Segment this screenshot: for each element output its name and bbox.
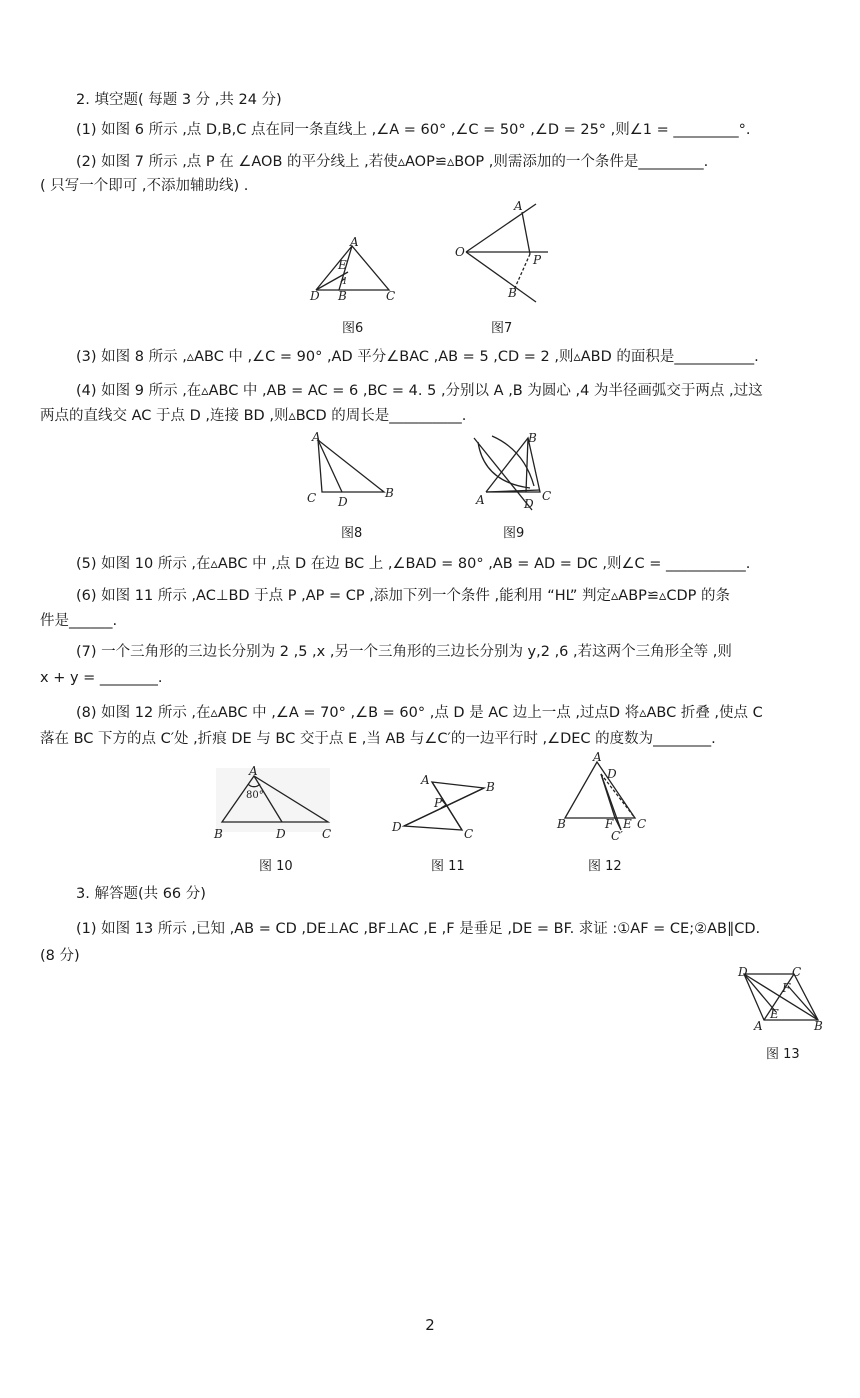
fig10-label-A: A xyxy=(249,764,258,778)
fig13-label-C: C xyxy=(792,965,802,979)
question-2-4-line2: 两点的直线交 AC 于点 D ,连接 BD ,则▵BCD 的周长是__________. xyxy=(40,408,467,424)
fig12-label-A: A xyxy=(593,750,602,764)
question-2-7-line1: (7) 一个三角形的三边长分别为 2 ,5 ,x ,另一个三角形的三边长分别为 y,2 ,6 ,若这两个三角形全等 ,则 xyxy=(76,644,732,660)
figure-13 xyxy=(736,964,826,1036)
fig11-label-P: P xyxy=(434,796,443,810)
figure-7 xyxy=(452,198,552,304)
question-2-8-line1: (8) 如图 12 所示 ,在▵ABC 中 ,∠A = 70° ,∠B = 60° ,点 D 是 AC 边上一点 ,过点D 将▵ABC 折叠 ,使点 C xyxy=(76,705,763,721)
figure-10 xyxy=(210,766,336,846)
question-2-7-line2: x + y = ________. xyxy=(40,670,163,686)
fig8-label-C: C xyxy=(307,491,317,505)
fig11-label-B: B xyxy=(486,780,495,794)
fig12-label-D: D xyxy=(607,767,617,781)
figure-9-caption: 图9 xyxy=(503,526,525,541)
fig11-label-C: C xyxy=(464,827,474,841)
question-2-3: (3) 如图 8 所示 ,▵ABC 中 ,∠C = 90° ,AD 平分∠BAC ,AB = 5 ,CD = 2 ,则▵ABD 的面积是___________. xyxy=(76,349,759,365)
question-3-1-line2: (8 分) xyxy=(40,948,80,964)
fig7-label-A: A xyxy=(514,199,523,213)
fig10-label-B: B xyxy=(214,827,223,841)
fig6-label-B: B xyxy=(338,289,347,303)
fig11-label-A: A xyxy=(421,773,430,787)
fig6-label-C: C xyxy=(386,289,396,303)
figure-12 xyxy=(553,750,653,842)
question-2-4-line1: (4) 如图 9 所示 ,在▵ABC 中 ,AB = AC = 6 ,BC = 4. 5 ,分别以 A ,B 为圆心 ,4 为半径画弧交于两点 ,过这 xyxy=(76,383,763,399)
figure-6-caption: 图6 xyxy=(342,321,364,336)
question-2-8-line2: 落在 BC 下方的点 C′处 ,折痕 DE 与 BC 交于点 E ,当 AB 与∠C′的一边平行时 ,∠DEC 的度数为________. xyxy=(40,731,716,747)
fig12-label-C: C xyxy=(637,817,647,831)
fig9-label-C: C xyxy=(542,489,552,503)
fig9-label-A: A xyxy=(476,493,485,507)
figure-10-caption: 图 10 xyxy=(259,859,293,874)
question-3-1-line1: (1) 如图 13 所示 ,已知 ,AB = CD ,DE⊥AC ,BF⊥AC ,E ,F 是垂足 ,DE = BF. 求证 :①AF = CE;②AB∥CD. xyxy=(76,921,761,937)
figure-11 xyxy=(390,770,502,842)
question-2-6-line1: (6) 如图 11 所示 ,AC⊥BD 于点 P ,AP = CP ,添加下列一个条件 ,能利用 “HL” 判定▵ABP≌▵CDP 的条 xyxy=(76,588,730,604)
fig6-label-A: A xyxy=(350,235,359,249)
fig13-label-A: A xyxy=(754,1019,763,1033)
section3-title: 3. 解答题(共 66 分) xyxy=(76,886,206,902)
question-2-5: (5) 如图 10 所示 ,在▵ABC 中 ,点 D 在边 BC 上 ,∠BAD = 80° ,AB = AD = DC ,则∠C = ___________. xyxy=(76,556,751,572)
fig12-label-C-prime: C′ xyxy=(611,829,623,843)
fig6-label-E: E xyxy=(338,258,347,272)
question-2-2-line2: ( 只写一个即可 ,不添加辅助线) . xyxy=(40,178,249,194)
fig12-label-F: F xyxy=(605,817,614,831)
fig6-label-D: D xyxy=(310,289,320,303)
fig12-label-E: E xyxy=(623,817,632,831)
fig11-label-D: D xyxy=(392,820,402,834)
figure-13-caption: 图 13 xyxy=(766,1047,800,1062)
figure-6 xyxy=(308,232,398,304)
question-2-2-line1: (2) 如图 7 所示 ,点 P 在 ∠AOB 的平分线上 ,若使▵AOP≌▵BOP ,则需添加的一个条件是_________. xyxy=(76,154,709,170)
fig13-label-D: D xyxy=(738,965,748,979)
section2-title: 2. 填空题( 每题 3 分 ,共 24 分) xyxy=(76,92,282,108)
fig8-label-D: D xyxy=(338,495,348,509)
fig7-label-P: P xyxy=(533,253,542,267)
fig10-label-80deg: 80° xyxy=(246,790,264,801)
fig9-label-D: D xyxy=(524,497,534,511)
fig13-label-E: E xyxy=(770,1007,779,1021)
fig13-label-B: B xyxy=(814,1019,823,1033)
fig7-label-B: B xyxy=(508,286,517,300)
fig10-label-D: D xyxy=(276,827,286,841)
figure-7-caption: 图7 xyxy=(491,321,513,336)
page-number: 2 xyxy=(425,1316,435,1334)
figure-8-caption: 图8 xyxy=(341,526,363,541)
figure-12-caption: 图 12 xyxy=(588,859,622,874)
question-2-6-line2: 件是______. xyxy=(40,613,118,629)
fig7-label-O: O xyxy=(455,245,465,259)
figure-8 xyxy=(304,430,404,512)
fig8-label-A: A xyxy=(312,430,321,444)
fig12-label-B: B xyxy=(557,817,566,831)
fig6-label-1: 1 xyxy=(342,277,348,287)
question-2-1: (1) 如图 6 所示 ,点 D,B,C 点在同一条直线上 ,∠A = 60° ,∠C = 50° ,∠D = 25° ,则∠1 = _________°. xyxy=(76,122,751,138)
fig8-label-B: B xyxy=(385,486,394,500)
fig9-label-B: B xyxy=(528,431,537,445)
fig10-label-C: C xyxy=(322,827,332,841)
figure-9 xyxy=(470,430,570,512)
figure-11-caption: 图 11 xyxy=(431,859,465,874)
fig13-label-F: F xyxy=(782,981,791,995)
